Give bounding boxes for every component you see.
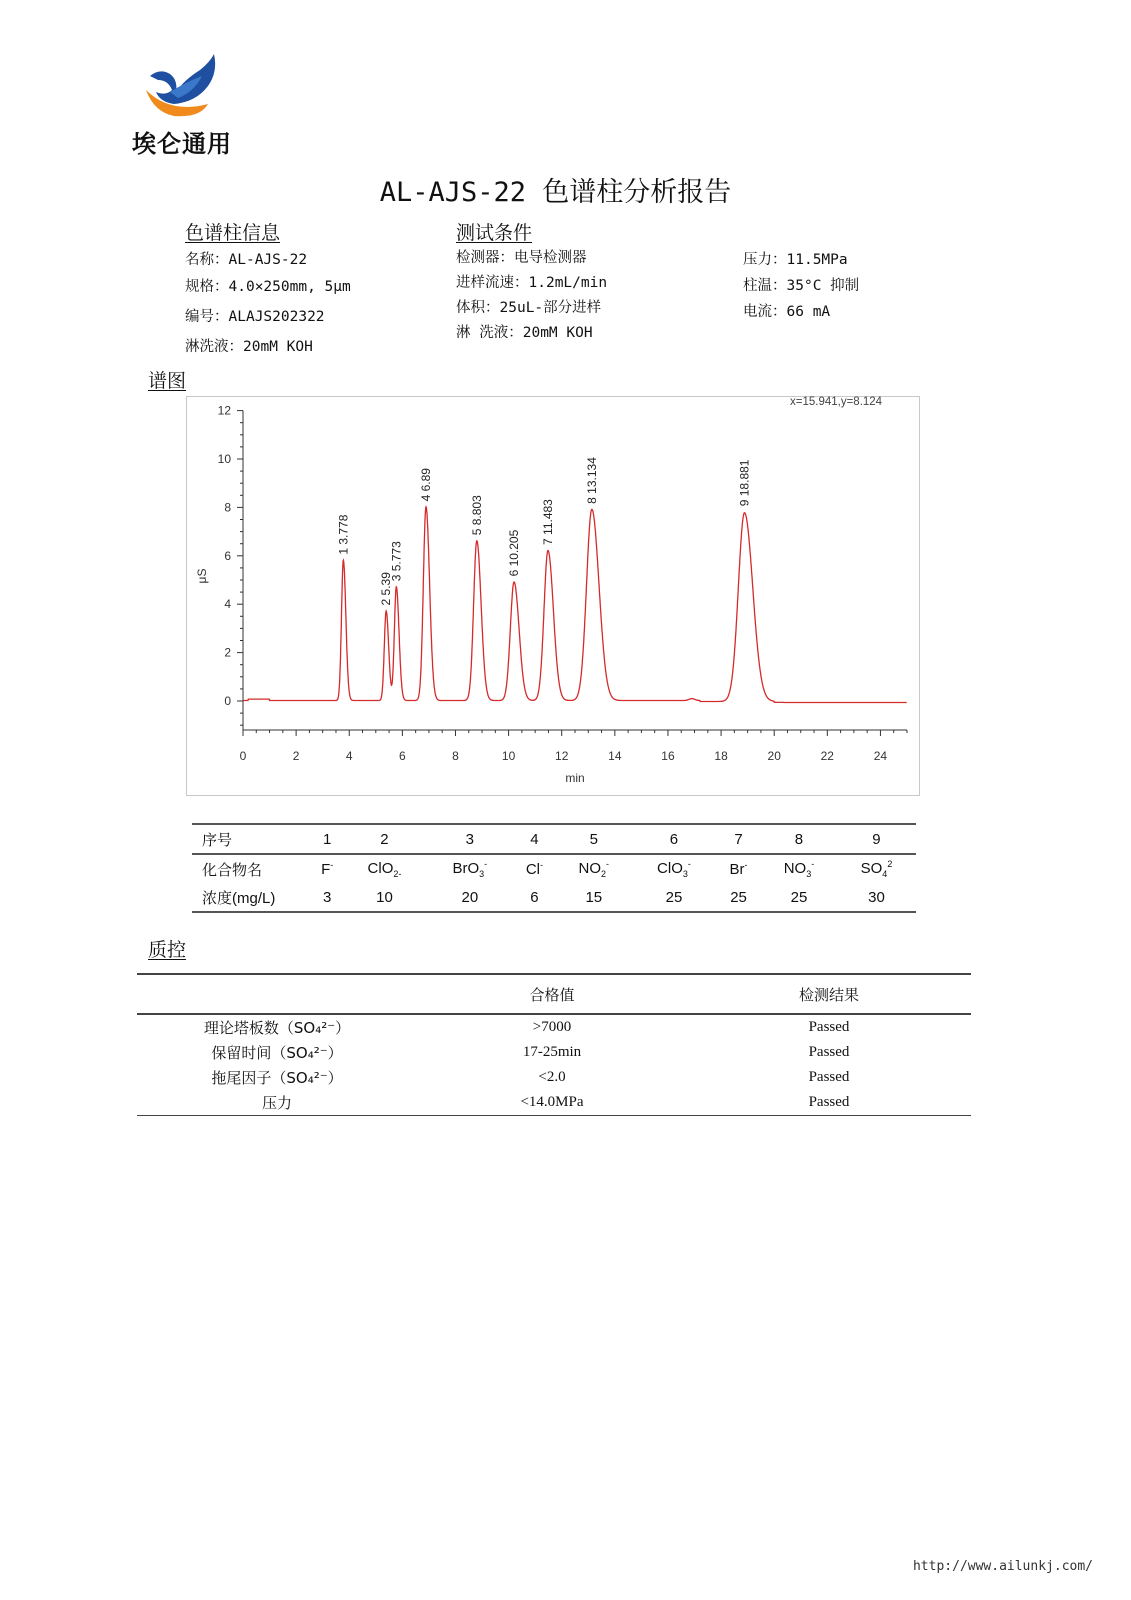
compound-name: ClO$_{2-}$ <box>367 859 402 879</box>
company-name: 埃仑通用 <box>132 130 232 158</box>
concentration-value: 15 <box>556 883 632 912</box>
svg-text:0: 0 <box>224 694 231 708</box>
concentration-value: 6 <box>513 883 556 912</box>
qc-row <box>137 1090 971 1116</box>
svg-text:8 13.134: 8 13.134 <box>584 457 599 504</box>
qc-heading: 质控 <box>148 939 187 961</box>
header-index: 6 <box>632 824 716 854</box>
qc-result: Passed <box>687 1090 971 1116</box>
qc-result: Passed <box>808 1019 850 1035</box>
qc-row <box>137 1014 971 1040</box>
header-index: 1 <box>312 824 342 854</box>
concentration-value: 25 <box>761 883 837 912</box>
qc-row <box>137 1040 971 1065</box>
svg-text:4 6.89: 4 6.89 <box>418 468 433 502</box>
svg-text:18: 18 <box>714 749 728 763</box>
column-name: 名称：AL-AJS-22 <box>185 252 308 268</box>
qc-item: 保留时间（SO₄²⁻） <box>211 1044 343 1062</box>
flow-rate: 进样流速：1.2mL/min <box>456 275 608 291</box>
compound-name: $NO_3^-$ <box>783 859 815 879</box>
concentration-label: 浓度(mg/L) <box>192 883 312 912</box>
header-index: 5 <box>556 824 632 854</box>
svg-text:4: 4 <box>224 597 231 612</box>
eluent: 淋 洗液：20mM KOH <box>456 325 593 341</box>
table-header-row <box>192 824 916 854</box>
svg-text:4: 4 <box>345 749 353 763</box>
svg-text:24: 24 <box>873 749 888 763</box>
header-index: 3 <box>427 824 513 854</box>
qc-row <box>137 1065 971 1090</box>
svg-text:12: 12 <box>555 749 569 763</box>
svg-text:3 5.773: 3 5.773 <box>389 541 404 582</box>
svg-text:7 11.483: 7 11.483 <box>540 499 555 545</box>
svg-text:2 5.39: 2 5.39 <box>379 572 394 606</box>
svg-text:12: 12 <box>217 403 231 418</box>
svg-text:22: 22 <box>820 749 834 763</box>
header-index: 9 <box>837 824 916 854</box>
svg-text:6 10.205: 6 10.205 <box>507 529 522 577</box>
svg-text:2: 2 <box>292 749 300 763</box>
qc-header-spec: 合格值 <box>417 974 687 1014</box>
column-spec: 规格：4.0×250mm, 5μm <box>185 279 351 295</box>
qc-item: 拖尾因子（SO₄²⁻） <box>211 1069 343 1087</box>
volume: 体积：25uL-部分进样 <box>456 300 602 316</box>
current: 电流：66 mA <box>743 304 831 320</box>
svg-text:0: 0 <box>239 749 247 763</box>
qc-spec: 17-25min <box>522 1044 582 1060</box>
svg-text:9 18.881: 9 18.881 <box>737 459 752 507</box>
compound-name: $SO_4^2$ <box>860 859 893 879</box>
test-conditions-heading: 测试条件 <box>456 222 533 244</box>
qc-spec: <2.0 <box>538 1069 566 1085</box>
svg-text:8: 8 <box>452 749 459 763</box>
footer-url[interactable]: http://www.ailunkj.com/ <box>912 1559 1093 1574</box>
column-info-heading: 色谱柱信息 <box>185 222 281 244</box>
concentration-value: 25 <box>716 883 761 912</box>
detector: 检测器：电导检测器 <box>456 250 587 266</box>
concentration-value: 10 <box>342 883 426 912</box>
svg-text:20: 20 <box>767 749 781 763</box>
qc-header-row <box>137 974 971 1014</box>
qc-result: Passed <box>808 1044 850 1060</box>
pressure: 压力：11.5MPa <box>743 252 848 268</box>
qc-spec: <14.0MPa <box>417 1090 687 1116</box>
header-index: 2 <box>342 824 426 854</box>
qc-header-item <box>137 974 417 1014</box>
compound-table <box>192 823 916 913</box>
column-temp: 柱温：35°C 抑制 <box>743 278 860 294</box>
column-eluent: 淋洗液：20mM KOH <box>185 339 313 355</box>
svg-text:1 3.778: 1 3.778 <box>336 514 351 555</box>
compound-name: $NO_2^-$ <box>578 859 610 879</box>
compound-name: ClO$_3$- <box>657 859 691 879</box>
concentration-value: 20 <box>427 883 513 912</box>
header-index: 8 <box>761 824 837 854</box>
svg-text:min: min <box>565 771 585 785</box>
concentration-value: 25 <box>632 883 716 912</box>
svg-text:6: 6 <box>399 749 406 763</box>
column-serial: 编号：ALAJS202322 <box>185 309 325 325</box>
compound-name: F- <box>321 860 334 878</box>
qc-item: 压力 <box>137 1090 417 1116</box>
compound-name: BrO$_3$- <box>452 859 488 879</box>
table-row-concentration <box>192 883 916 912</box>
concentration-value: 30 <box>837 883 916 912</box>
header-index: 4 <box>513 824 556 854</box>
report-title: AL-AJS-22 色谱柱分析报告 <box>379 177 732 208</box>
qc-spec: >7000 <box>532 1019 572 1035</box>
svg-text:10: 10 <box>217 452 231 466</box>
svg-text:2: 2 <box>224 645 231 660</box>
svg-text:μS: μS <box>195 568 209 584</box>
svg-text:14: 14 <box>608 749 622 763</box>
header-label: 序号 <box>192 824 312 854</box>
svg-text:6: 6 <box>224 548 231 563</box>
chromatogram-heading: 谱图 <box>148 370 187 392</box>
svg-text:16: 16 <box>661 749 675 763</box>
compound-name-label: 化合物名 <box>202 861 263 879</box>
compound-name: Cl- <box>525 860 543 878</box>
concentration-value: 3 <box>312 883 342 912</box>
qc-table <box>137 973 971 1116</box>
qc-item: 理论塔板数（SO₄²⁻） <box>203 1019 351 1037</box>
table-row-compounds <box>192 854 916 883</box>
header-index: 7 <box>716 824 761 854</box>
svg-text:8: 8 <box>224 500 231 515</box>
cursor-coordinate-readout: x=15.941,y=8.124 <box>790 396 883 408</box>
compound-name: Br- <box>729 860 748 878</box>
svg-text:10: 10 <box>501 749 516 763</box>
svg-text:5 8.803: 5 8.803 <box>469 495 484 536</box>
qc-result: Passed <box>808 1069 850 1085</box>
qc-header-result: 检测结果 <box>687 974 971 1014</box>
